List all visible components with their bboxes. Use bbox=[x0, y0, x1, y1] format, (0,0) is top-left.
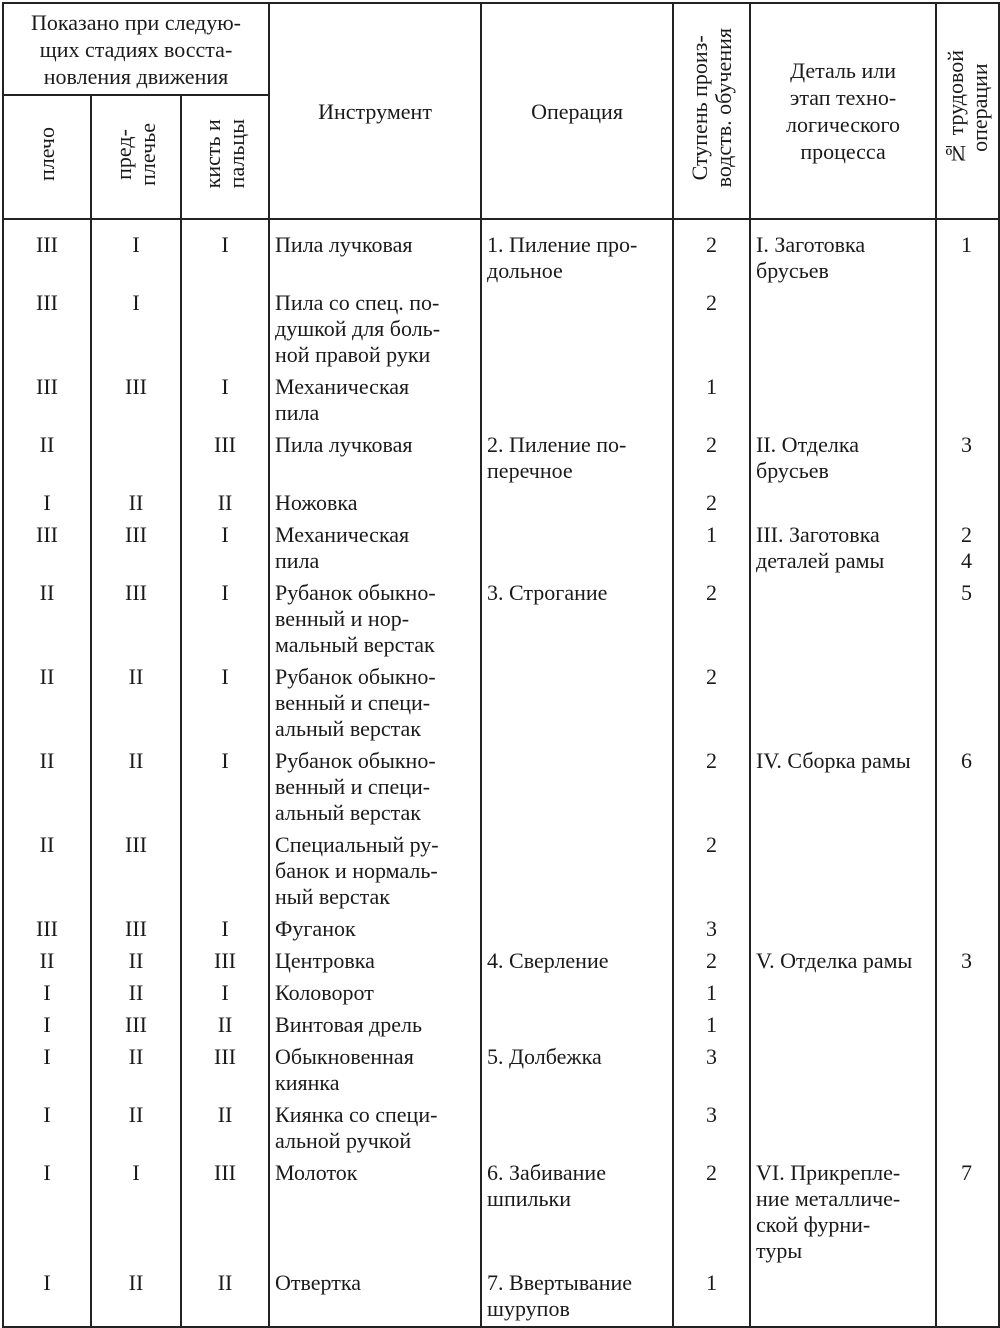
cell-operation-number bbox=[936, 374, 999, 432]
cell-forearm: II bbox=[91, 1102, 181, 1160]
cell-hand: II bbox=[181, 490, 269, 522]
cell-forearm: II bbox=[91, 748, 181, 832]
cell-operation-number: 6 bbox=[936, 748, 999, 832]
cell-detail bbox=[750, 1270, 936, 1327]
cell-operation: 7. Ввертывание шурупов bbox=[481, 1270, 673, 1327]
table-header bbox=[3, 3, 999, 219]
cell-operation bbox=[481, 290, 673, 374]
header-forearm: пред- плечье bbox=[91, 95, 181, 219]
cell-forearm: III bbox=[91, 580, 181, 664]
cell-tool: Киянка со специ- альной ручкой bbox=[269, 1102, 481, 1160]
table-row bbox=[3, 432, 999, 490]
cell-operation bbox=[481, 374, 673, 432]
cell-operation-number bbox=[936, 832, 999, 916]
cell-tool: Коловорот bbox=[269, 980, 481, 1012]
cell-operation: 4. Сверление bbox=[481, 948, 673, 980]
cell-tool: Ножовка bbox=[269, 490, 481, 522]
cell-tool: Специальный ру- банок и нормаль- ный верстак bbox=[269, 832, 481, 916]
cell-forearm: I bbox=[91, 290, 181, 374]
cell-operation-number: 7 bbox=[936, 1160, 999, 1270]
cell-hand: III bbox=[181, 948, 269, 980]
cell-operation: 5. Долбежка bbox=[481, 1044, 673, 1102]
cell-hand: II bbox=[181, 1012, 269, 1044]
cell-forearm bbox=[91, 432, 181, 490]
header-shoulder: плечо bbox=[3, 95, 91, 219]
cell-forearm: II bbox=[91, 1044, 181, 1102]
cell-shoulder: II bbox=[3, 432, 91, 490]
header-detail: Деталь или этап техно- логического процесса bbox=[750, 3, 936, 219]
cell-operation bbox=[481, 916, 673, 948]
cell-shoulder: I bbox=[3, 490, 91, 522]
table-row bbox=[3, 748, 999, 832]
header-stages-group: Показано при следую- щих стадиях восста- новления движения bbox=[3, 3, 269, 95]
cell-stage: 1 bbox=[673, 1012, 750, 1044]
table-row bbox=[3, 1160, 999, 1270]
table-row bbox=[3, 522, 999, 580]
cell-detail bbox=[750, 916, 936, 948]
cell-operation: 2. Пиление по- перечное bbox=[481, 432, 673, 490]
cell-operation bbox=[481, 490, 673, 522]
table-row bbox=[3, 1012, 999, 1044]
cell-shoulder: III bbox=[3, 374, 91, 432]
cell-stage: 3 bbox=[673, 1102, 750, 1160]
header-operation-number: № трудовой операции bbox=[936, 3, 999, 219]
cell-forearm: III bbox=[91, 522, 181, 580]
table-row bbox=[3, 664, 999, 748]
cell-operation-number: 2 4 bbox=[936, 522, 999, 580]
cell-shoulder: III bbox=[3, 916, 91, 948]
cell-tool: Винтовая дрель bbox=[269, 1012, 481, 1044]
cell-forearm: II bbox=[91, 1270, 181, 1327]
table-row bbox=[3, 1270, 999, 1327]
cell-operation bbox=[481, 980, 673, 1012]
cell-operation bbox=[481, 832, 673, 916]
table-row bbox=[3, 948, 999, 980]
cell-detail bbox=[750, 1044, 936, 1102]
header-stage: Ступень произ- водств. обучения bbox=[673, 3, 750, 219]
cell-shoulder: II bbox=[3, 948, 91, 980]
cell-detail bbox=[750, 580, 936, 664]
cell-stage: 1 bbox=[673, 980, 750, 1012]
table-row bbox=[3, 980, 999, 1012]
cell-tool: Механическая пила bbox=[269, 522, 481, 580]
cell-tool: Механическая пила bbox=[269, 374, 481, 432]
cell-hand: III bbox=[181, 1044, 269, 1102]
cell-hand: III bbox=[181, 1160, 269, 1270]
cell-shoulder: I bbox=[3, 1270, 91, 1327]
cell-tool: Рубанок обыкно- венный и специ- альный верстак bbox=[269, 664, 481, 748]
cell-stage: 2 bbox=[673, 748, 750, 832]
cell-forearm: I bbox=[91, 1160, 181, 1270]
cell-detail bbox=[750, 1012, 936, 1044]
cell-operation-number: 3 bbox=[936, 948, 999, 980]
cell-operation-number bbox=[936, 1102, 999, 1160]
cell-detail: III. Заготовка деталей рамы bbox=[750, 522, 936, 580]
cell-tool: Рубанок обыкно- венный и специ- альный верстак bbox=[269, 748, 481, 832]
table-row bbox=[3, 916, 999, 948]
cell-shoulder: II bbox=[3, 748, 91, 832]
cell-operation bbox=[481, 664, 673, 748]
cell-operation-number bbox=[936, 1270, 999, 1327]
cell-stage: 1 bbox=[673, 522, 750, 580]
cell-stage: 3 bbox=[673, 916, 750, 948]
cell-forearm: II bbox=[91, 980, 181, 1012]
cell-detail: II. Отделка брусьев bbox=[750, 432, 936, 490]
cell-detail: I. Заготовка брусьев bbox=[750, 219, 936, 290]
cell-stage: 3 bbox=[673, 1044, 750, 1102]
header-hand: кисть и пальцы bbox=[181, 95, 269, 219]
cell-forearm: III bbox=[91, 916, 181, 948]
cell-hand: I bbox=[181, 980, 269, 1012]
cell-hand: II bbox=[181, 1270, 269, 1327]
cell-hand: I bbox=[181, 580, 269, 664]
cell-detail: IV. Сборка рамы bbox=[750, 748, 936, 832]
cell-operation bbox=[481, 522, 673, 580]
cell-forearm: III bbox=[91, 374, 181, 432]
cell-detail: VI. Прикрепле- ние металличе- ской фурни- туры bbox=[750, 1160, 936, 1270]
cell-operation bbox=[481, 1012, 673, 1044]
cell-tool: Пила лучковая bbox=[269, 219, 481, 290]
cell-shoulder: II bbox=[3, 832, 91, 916]
cell-detail: V. Отделка рамы bbox=[750, 948, 936, 980]
cell-hand: III bbox=[181, 432, 269, 490]
cell-operation-number bbox=[936, 916, 999, 948]
table-row bbox=[3, 219, 999, 290]
cell-shoulder: I bbox=[3, 1102, 91, 1160]
cell-operation-number: 5 bbox=[936, 580, 999, 664]
cell-shoulder: I bbox=[3, 980, 91, 1012]
cell-stage: 2 bbox=[673, 948, 750, 980]
cell-stage: 2 bbox=[673, 1160, 750, 1270]
cell-tool: Пила лучковая bbox=[269, 432, 481, 490]
cell-hand: I bbox=[181, 916, 269, 948]
cell-hand: I bbox=[181, 522, 269, 580]
cell-operation-number: 3 bbox=[936, 432, 999, 490]
cell-detail bbox=[750, 980, 936, 1012]
cell-forearm: I bbox=[91, 219, 181, 290]
cell-operation-number bbox=[936, 980, 999, 1012]
cell-operation-number bbox=[936, 664, 999, 748]
cell-hand: II bbox=[181, 1102, 269, 1160]
cell-hand bbox=[181, 832, 269, 916]
cell-shoulder: III bbox=[3, 219, 91, 290]
cell-shoulder: II bbox=[3, 580, 91, 664]
cell-tool: Отвертка bbox=[269, 1270, 481, 1327]
cell-shoulder: III bbox=[3, 290, 91, 374]
cell-tool: Рубанок обыкно- венный и нор- мальный верстак bbox=[269, 580, 481, 664]
cell-shoulder: II bbox=[3, 664, 91, 748]
cell-detail bbox=[750, 374, 936, 432]
cell-hand: I bbox=[181, 748, 269, 832]
rehab-tools-table bbox=[2, 2, 1000, 1328]
header-tool: Инструмент bbox=[269, 3, 481, 219]
cell-operation-number bbox=[936, 1012, 999, 1044]
cell-operation-number bbox=[936, 1044, 999, 1102]
cell-hand: I bbox=[181, 664, 269, 748]
cell-shoulder: I bbox=[3, 1012, 91, 1044]
table-row bbox=[3, 832, 999, 916]
table-body bbox=[3, 219, 999, 1327]
cell-forearm: III bbox=[91, 1012, 181, 1044]
cell-stage: 1 bbox=[673, 1270, 750, 1327]
cell-operation: 1. Пиление про- дольное bbox=[481, 219, 673, 290]
cell-detail bbox=[750, 832, 936, 916]
cell-stage: 2 bbox=[673, 580, 750, 664]
cell-operation-number bbox=[936, 290, 999, 374]
cell-forearm: II bbox=[91, 490, 181, 522]
cell-stage: 1 bbox=[673, 374, 750, 432]
cell-tool: Обыкновенная киянка bbox=[269, 1044, 481, 1102]
table-row bbox=[3, 290, 999, 374]
cell-hand: I bbox=[181, 219, 269, 290]
cell-tool: Пила со спец. по- душкой для боль- ной правой руки bbox=[269, 290, 481, 374]
table-row bbox=[3, 490, 999, 522]
cell-shoulder: I bbox=[3, 1160, 91, 1270]
header-operation: Операция bbox=[481, 3, 673, 219]
cell-stage: 2 bbox=[673, 290, 750, 374]
cell-shoulder: III bbox=[3, 522, 91, 580]
cell-forearm: III bbox=[91, 832, 181, 916]
cell-stage: 2 bbox=[673, 832, 750, 916]
cell-stage: 2 bbox=[673, 432, 750, 490]
cell-tool: Центровка bbox=[269, 948, 481, 980]
table-row bbox=[3, 580, 999, 664]
cell-stage: 2 bbox=[673, 219, 750, 290]
cell-operation-number: 1 bbox=[936, 219, 999, 290]
cell-hand: I bbox=[181, 374, 269, 432]
cell-stage: 2 bbox=[673, 664, 750, 748]
cell-operation: 6. Забивание шпильки bbox=[481, 1160, 673, 1270]
cell-detail bbox=[750, 290, 936, 374]
cell-operation bbox=[481, 748, 673, 832]
cell-tool: Молоток bbox=[269, 1160, 481, 1270]
cell-tool: Фуганок bbox=[269, 916, 481, 948]
cell-detail bbox=[750, 1102, 936, 1160]
cell-operation-number bbox=[936, 490, 999, 522]
table-row bbox=[3, 1044, 999, 1102]
table-row bbox=[3, 374, 999, 432]
cell-operation bbox=[481, 1102, 673, 1160]
cell-detail bbox=[750, 490, 936, 522]
cell-detail bbox=[750, 664, 936, 748]
cell-stage: 2 bbox=[673, 490, 750, 522]
cell-forearm: II bbox=[91, 948, 181, 980]
cell-operation: 3. Строгание bbox=[481, 580, 673, 664]
cell-shoulder: I bbox=[3, 1044, 91, 1102]
cell-forearm: II bbox=[91, 664, 181, 748]
table-row bbox=[3, 1102, 999, 1160]
cell-hand bbox=[181, 290, 269, 374]
